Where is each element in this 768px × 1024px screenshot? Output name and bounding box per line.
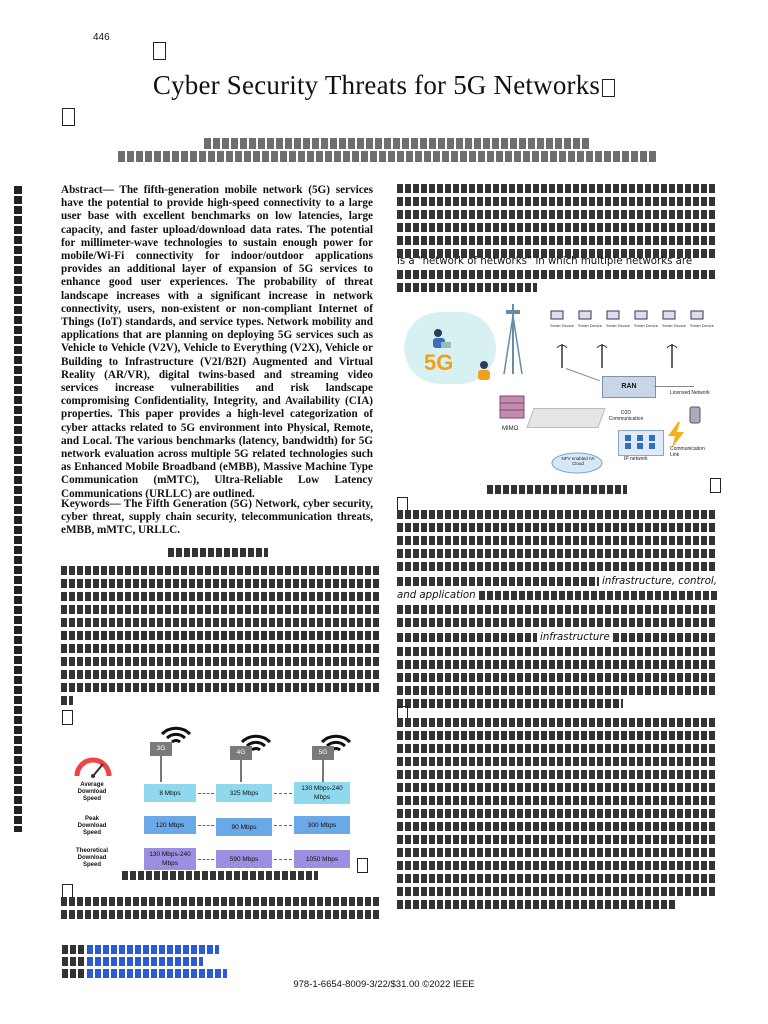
- row-label-theoretical: Theoretical Download Speed: [75, 848, 108, 868]
- threats-paragraph: [397, 718, 717, 909]
- device-icon: [606, 310, 620, 322]
- device-label: Smart Device: [606, 323, 631, 328]
- phone-icon: [688, 406, 702, 424]
- keywords: Keywords— The Fifth Generation (5G) Network, cyber security, cyber threat, supply chain security, telecommunication threats, eMBB, mMTC, URLLC.: [61, 498, 373, 537]
- value-3g-peak: 120 Mbps: [144, 816, 196, 834]
- value-5g-peak: 300 Mbps: [294, 816, 350, 834]
- author-names: [204, 138, 590, 149]
- person-laptop-icon: [430, 328, 452, 352]
- device-icon: [662, 310, 676, 322]
- communication-link-label: Communication Link: [670, 446, 705, 458]
- device-icon: [578, 310, 592, 322]
- margin-glyph-strip: [14, 186, 22, 832]
- value-3g-theoretical: 130 Mbps-240 Mbps: [144, 848, 196, 870]
- value-5g-theoretical: 1050 Mbps: [294, 850, 350, 868]
- missing-glyph-box: [710, 476, 721, 494]
- generation-5g: 5G: [312, 746, 334, 760]
- ran-box: RAN: [602, 376, 656, 398]
- device-label: Smart Device: [662, 323, 687, 328]
- paper-title: [0, 70, 768, 101]
- right-column-intro: [397, 184, 717, 262]
- value-4g-average: 325 Mbps: [216, 784, 272, 802]
- architecture-paragraph: [397, 510, 717, 708]
- network-of-networks-line: is a “network of networks” in which multiple networks are: [397, 256, 693, 267]
- abstract: Abstract— The fifth-generation mobile network (5G) services have the potential to provide high-speed connectivity to a large user base with excellent benchmarks on low latencies, large capacity, and faster upload/download data rates. The potential for millimeter-wave technologies to sustain enough power for mobile/Wi-Fi connectivity for indoor/outdoor applications provides an additional layer of expansion of 5G services to enhance good user experiences. The probability of threat landscape increases with a significant increase in network connectivity, users, non-existent or non-compliant Internet of Things (IoT) standards, and service types. Network mobility and applications that are planning on deploying 5G services such as Vehicle to Vehicle (V2V), Vehicle to Everything (V2X), Vehicle or Building to Infrastructure (V2I/B2I) Augmented and Virtual Reality (AR/VR), digital twins-based and streaming video services increase vulnerabilities and risk landscape compromising Confidentiality, Integrity, and Availability (CIA) properties. This paper provides a high-level categorization of cyber attacks related to 5G environment into Physical, Remote, and Local. The various benchmarks (latency, bandwidth) for 5G network evaluation across multiple 5G related technologies such as Enhanced Mobile Broadband (eMBB), Massive Machine Type Communication (mMTC), Ultra-Reliable Low Latency Communications (URLLC) are outlined.: [61, 184, 373, 500]
- author-footnotes: [62, 945, 262, 978]
- figure-5g-network-diagram: [400, 298, 722, 476]
- device-icon: [690, 310, 704, 322]
- five-g-logo: 5G: [424, 350, 454, 375]
- device-label: Smart Device: [634, 323, 659, 328]
- lightning-icon: [666, 422, 686, 448]
- italic-term-application: and application: [397, 590, 476, 601]
- network-switch-icon: [624, 434, 656, 450]
- antenna-icon: [666, 340, 678, 368]
- nfv-cloud-label: NFV enabled IVI Cloud: [561, 456, 595, 466]
- figure-bandwidth-comparison: [68, 722, 370, 872]
- antenna-icon: [596, 340, 608, 368]
- italic-term-infrastructure: infrastructure: [540, 632, 610, 643]
- device-icon: [634, 310, 648, 322]
- device-label: Smart Device: [578, 323, 603, 328]
- speedometer-icon: [74, 754, 112, 778]
- device-label: Smart Device: [690, 323, 715, 328]
- missing-glyph-box: [357, 856, 368, 874]
- section-heading-introduction: [168, 548, 268, 557]
- device-icon: [550, 310, 564, 322]
- person-phone-icon: [474, 360, 494, 382]
- antenna-icon: [556, 340, 568, 368]
- value-4g-theoretical: 590 Mbps: [216, 850, 272, 868]
- missing-glyph-box: [62, 108, 75, 126]
- value-3g-average: 8 Mbps: [144, 784, 196, 802]
- generation-4g: 4G: [230, 746, 252, 760]
- copyright-footer: 978-1-6654-8009-3/22/$31.00 ©2022 IEEE: [293, 979, 475, 990]
- introduction-continued: [61, 897, 379, 919]
- right-column-intro-2: [397, 270, 717, 292]
- ip-network-label: IP network: [624, 456, 648, 462]
- licensed-network-label: Licensed Network: [670, 390, 710, 396]
- figure1-caption: [122, 871, 318, 880]
- missing-glyph-box: [153, 42, 166, 60]
- d2d-label: D2D Communication: [608, 410, 644, 422]
- value-5g-average: 130 Mbps-240 Mbps: [294, 782, 350, 804]
- introduction-body: [61, 566, 379, 705]
- value-4g-peak: 90 Mbps: [216, 818, 272, 836]
- author-affiliations: [118, 151, 656, 162]
- italic-term-infrastructure-control: infrastructure, control,: [601, 576, 717, 587]
- page-number: 446: [93, 32, 110, 43]
- figure2-caption: [487, 485, 627, 494]
- generation-3g: 3G: [150, 742, 172, 756]
- device-label: Smart Device: [550, 323, 575, 328]
- cell-tower-icon: [500, 302, 526, 376]
- row-label-peak: Peak Download Speed: [77, 816, 107, 836]
- row-label-average: Average Download Speed: [77, 782, 107, 802]
- mimo-server-icon: [494, 394, 530, 424]
- mimo-label: MIMO: [502, 426, 519, 432]
- paper-title-text: Cyber Security Threats for 5G Networks: [152, 70, 601, 100]
